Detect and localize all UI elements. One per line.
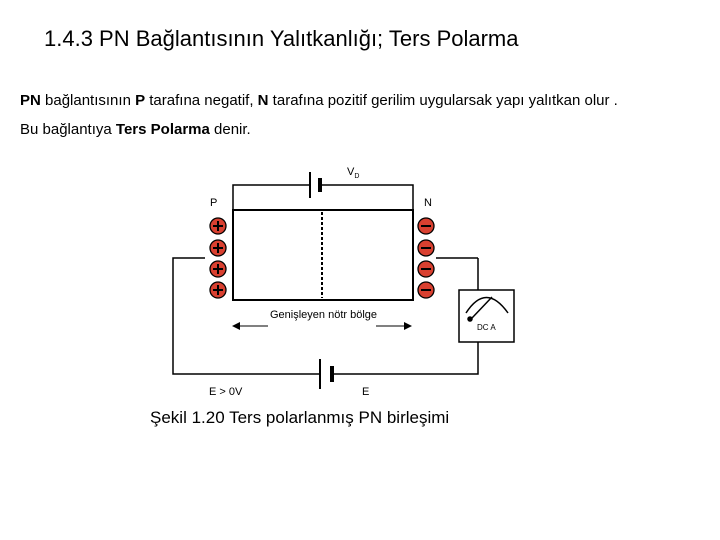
text-span: tarafına pozitif gerilim uygularsak yapı yalıtkan olur . bbox=[268, 92, 618, 109]
text-span: Bu bağlantıya bbox=[20, 121, 116, 138]
region-label: Genişleyen nötr bölge bbox=[270, 309, 378, 321]
left-arrowhead bbox=[232, 322, 240, 330]
negative-charge bbox=[418, 240, 434, 256]
figure-caption: Şekil 1.20 Ters polarlanmış PN birleşimi bbox=[150, 408, 450, 427]
negative-charge bbox=[418, 282, 434, 298]
positive-charge bbox=[210, 261, 226, 277]
e-condition-label: E > 0V bbox=[209, 386, 243, 398]
n-charges bbox=[418, 218, 434, 298]
negative-charge bbox=[418, 218, 434, 234]
text-span: bağlantısının bbox=[40, 92, 136, 109]
vd-subscript: D bbox=[354, 173, 360, 181]
p-label: P bbox=[210, 197, 218, 209]
n-label: N bbox=[424, 197, 432, 209]
text-bold: N bbox=[257, 92, 269, 109]
negative-charge bbox=[418, 261, 434, 277]
ammeter-needle bbox=[472, 297, 492, 318]
text-span: tarafına negatif, bbox=[145, 92, 258, 109]
p-charges bbox=[210, 218, 226, 298]
vd-label bbox=[347, 166, 359, 180]
positive-charge bbox=[210, 282, 226, 298]
outer-wire-right bbox=[332, 342, 478, 374]
text-bold: P bbox=[135, 92, 146, 109]
text-bold: Ters Polarma bbox=[115, 121, 210, 138]
right-arrowhead bbox=[404, 322, 412, 330]
positive-charge bbox=[210, 218, 226, 234]
ammeter-scale-arc bbox=[466, 298, 508, 314]
vd-wire-left bbox=[233, 185, 310, 210]
text-span: denir. bbox=[209, 121, 251, 138]
ammeter-pivot bbox=[468, 317, 472, 321]
slide-title: 1.4.3 PN Bağlantısının Yalıtkanlığı; Ters Polarma bbox=[44, 26, 519, 51]
text-bold: PN bbox=[20, 92, 41, 109]
meter-label: DC A bbox=[477, 323, 496, 332]
vd-main: V bbox=[347, 166, 355, 178]
positive-charge bbox=[210, 240, 226, 256]
e-label: E bbox=[362, 386, 370, 398]
vd-wire-right bbox=[321, 185, 413, 210]
